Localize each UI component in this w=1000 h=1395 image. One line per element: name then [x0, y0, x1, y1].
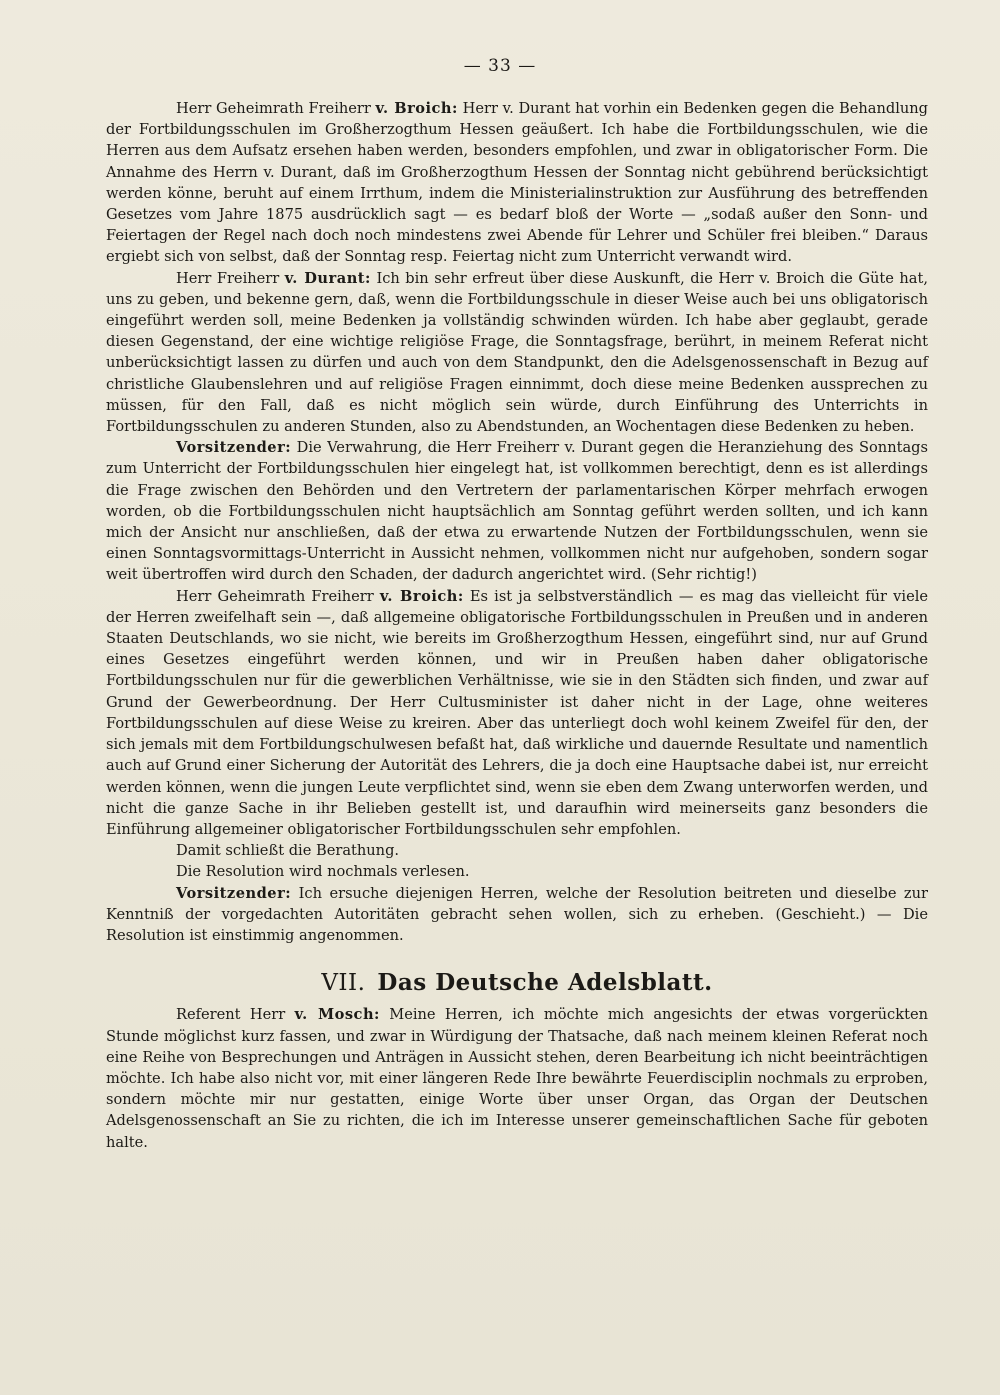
- paragraph-broich-1: [106, 98, 928, 268]
- paragraph-text: Herr v. Durant hat vorhin ein Bedenken gegen die Behandlung der Fortbildungsschulen im Großherzogthum Hessen geäußert. Ich habe die Fortbildungsschulen, wie die Herren aus dem Aufsatz ersehen haben werden, besonders empfohlen, und zwar in obligatorischer Form. Die Annahme des Herrn v. Durant, daß im Großherzogthum Hessen der Sonntag nicht gebührend berücksichtigt werden könne, beruht auf einem Irrthum, indem die Ministerialinstruktion zur Ausführung des betreffenden Gesetzes vom Jahre 1875 ausdrücklich sagt — es bedarf bloß der Worte — „sodaß außer den Sonn- und Feiertagen der Regel nach doch noch mindestens zwei Abende für Lehrer und Schüler frei bleiben.“ Daraus ergiebt sich von selbst, daß der Sonntag resp. Feiertag nicht zum Unterricht verwandt wird.: [106, 100, 929, 266]
- document-body: [106, 98, 928, 1153]
- paragraph-text: Die Verwahrung, die Herr Freiherr v. Durant gegen die Heranziehung des Sonntags zum Unterricht der Fortbildungsschulen hier eingelegt hat, ist vollkommen berechtigt, denn es ist allerdings die Frage zwischen den Behörden und den Vertretern der parlamentarischen Körper mehrfach erwogen worden, ob die Fortbildungsschulen nicht hauptsächlich am Sonntag geführt werden sollten, und ich kann mich der Ansicht nur anschließen, daß der etwa zu erwartende Nutzen der Fortbildungsschulen, wenn sie einen Sonntagsvormittags-Unterricht in Aussicht nehmen, vollkommen nicht nur aufgehoben, sondern sogar weit übertroffen wird durch den Schaden, der dadurch angerichtet wird. (Sehr richtig!): [106, 439, 928, 584]
- closing-line-1: Damit schließt die Berathung.: [176, 842, 400, 860]
- page-number: — 33 —: [463, 56, 537, 76]
- section-number: VII.: [321, 970, 366, 997]
- paragraph-chair-2: [106, 883, 928, 947]
- speaker-prefix: Referent Herr: [176, 1006, 295, 1024]
- paragraph-mosch: [106, 1004, 928, 1152]
- section-title: Das Deutsche Adelsblatt.: [377, 969, 713, 997]
- paragraph-text: Ich ersuche diejenigen Herren, welche der Resolution beitreten und dieselbe zur Kenntniß der vorgedachten Autoritäten gebracht sehen wollen, sich zu erheben. (Geschieht.) — Die Resolution ist einstimmig angenommen.: [106, 884, 928, 944]
- paragraph-text: Meine Herren, ich möchte mich angesichts der etwas vorgerückten Stunde möglichst kurz fassen, und zwar in Würdigung der Thatsache, daß nach meinem kleinen Referat noch eine Reihe von Besprechungen und Anträgen in Aussicht stehen, deren Bearbeitung ich nicht beeinträchtigen möchte. Ich habe also nicht vor, mit einer längeren Rede Ihre bewährte Feuerdisciplin nochmals zu erproben, sondern möchte mir nur gestatten, einige Worte über unser Organ, das Organ der Deutschen Adelsgenossenschaft an Sie zu richten, die ich im Interesse unserer gemeinschaftlichen Sache für geboten halte.: [106, 1006, 928, 1151]
- paragraph-text: Ich bin sehr erfreut über diese Auskunft, die Herr v. Broich die Güte hat, uns zu geben, und bekenne gern, daß, wenn die Fortbildungsschule in dieser Weise auch bei uns obligatorisch eingeführt werden soll, meine Bedenken ja vollständig schwinden würden. Ich habe aber geglaubt, gerade diesen Gegenstand, der eine wichtige religiöse Frage, die Sonntagsfrage, berührt, in meinem Referat nicht unberücksichtigt lassen zu dürfen und auch von dem Standpunkt, den die Adelsgenossenschaft in Bezug auf christliche Glaubenslehren und auf religiöse Fragen einnimmt, doch diese meine Bedenken aussprechen zu müssen, für den Fall, daß es nicht möglich sein würde, durch Einführung des Unterrichts in Fortbildungsschulen zu anderen Stunden, also zu Abendstunden, an Wochentagen diese Bedenken zu heben.: [106, 269, 928, 436]
- speaker-name: Vorsitzender:: [176, 884, 292, 902]
- paragraph-chair-1: [106, 437, 928, 585]
- speaker-name: v. Mosch:: [294, 1006, 380, 1024]
- speaker-name: Vorsitzender:: [176, 439, 292, 457]
- speaker-prefix: Herr Geheimrath Freiherr: [176, 587, 380, 605]
- speaker-prefix: Herr Freiherr: [176, 269, 285, 287]
- section-heading: [106, 969, 928, 997]
- paragraph-text: Es ist ja selbstverständlich — es mag das vielleicht für viele der Herren zweifelhaft sein —, daß allgemeine obligatorische Fortbildungsschulen in Preußen und in anderen Staaten Deutschlands, wo sie nicht, wie bereits im Großherzogthum Hessen, eingeführt sind, nur auf Grund eines Gesetzes eingeführt werden können, und wir in Preußen haben daher obligatorische Fortbildungsschulen nur für die gewerblichen Verhältnisse, wie sie in den Städten sich finden, und zwar auf Grund der Gewerbeordnung. Der Herr Cultusminister ist daher nicht in der Lage, ohne weiteres Fortbildungsschulen auf diese Weise zu kreiren. Aber das unterliegt doch wohl keinem Zweifel für den, der sich jemals mit dem Fortbildungschulwesen befaßt hat, daß wirkliche und dauernde Resultate und namentlich auch auf Grund einer Sicherung der Autorität des Lehrers, die ja doch eine Hauptsache dabei ist, nur erreicht werden können, wenn die jungen Leute verpflichtet sind, wenn sie eben dem Zwang unterworfen werden, und nicht die ganze Sache in ihr Belieben gestellt ist, und daraufhin wird meinerseits ganz besonders die Einführung allgemeiner obligatorischer Fortbildungsschulen sehr empfohlen.: [106, 587, 929, 838]
- closing-line-2: Die Resolution wird nochmals verlesen.: [176, 863, 470, 881]
- paragraph-broich-2: [106, 586, 928, 840]
- speaker-name: v. Broich:: [379, 587, 464, 605]
- speaker-name: v. Durant:: [284, 269, 371, 287]
- speaker-prefix: Herr Geheimrath Freiherr: [176, 100, 376, 117]
- paragraph-durant: [106, 268, 928, 438]
- speaker-name: v. Broich:: [375, 100, 458, 117]
